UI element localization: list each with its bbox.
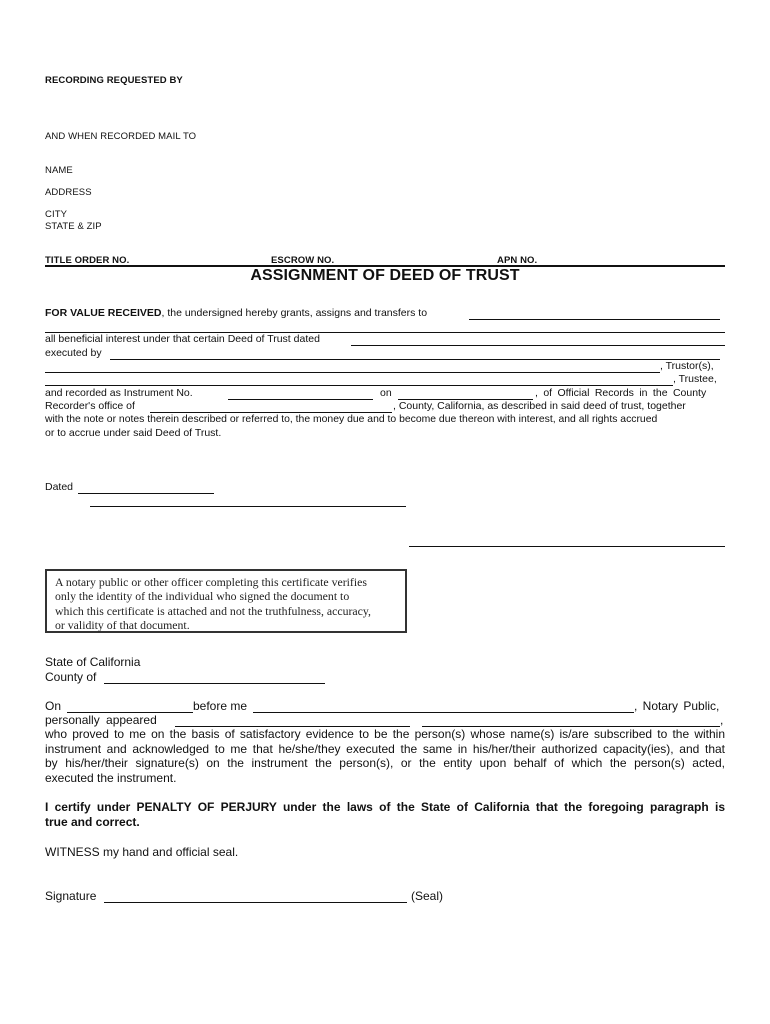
name-label: NAME — [45, 165, 73, 176]
appeared-comma: , — [720, 713, 724, 727]
note-text: with the note or notes therein described or referred to, the money due and to become due thereon with interest, and all rights accrued — [45, 414, 658, 425]
ack-line: who proved to me on the basis of satisfactory evidence to be the person(s) whose name(s) is/are subscribed to the within — [45, 727, 725, 741]
signer-line-1[interactable] — [90, 506, 406, 507]
penalty-line: I certify under PENALTY OF PERJURY under the laws of the State of California that the foregoing paragraph is — [45, 800, 725, 814]
notary-notice-box — [45, 569, 407, 633]
trustor-blank[interactable] — [45, 372, 660, 373]
notary-notice-line: A notary public or other officer completing this certificate verifies — [55, 575, 367, 589]
escrow-label: ESCROW NO. — [271, 255, 335, 266]
county-california: , County, California, as described in said deed of trust, together — [393, 400, 686, 412]
ack-line: instrument and acknowledged to me that he/she/they executed the same in his/her/their authorized capacity(ies), and that — [45, 741, 725, 756]
personally-appeared-label: personally appeared — [45, 713, 157, 727]
signer-line-2[interactable] — [409, 546, 725, 547]
witness-statement: WITNESS my hand and official seal. — [45, 845, 239, 859]
county-of-blank[interactable] — [104, 683, 325, 684]
dated-blank[interactable] — [78, 493, 214, 494]
signature-blank[interactable] — [104, 902, 407, 903]
notary-name-blank[interactable] — [253, 712, 634, 713]
ack-line: by his/her/their signature(s) on the instrument the person(s), or the entity upon behalf of which the person(s) acted, — [45, 756, 725, 771]
title-order-label: TITLE ORDER NO. — [45, 255, 130, 266]
on-date-label: On — [45, 699, 62, 713]
official-records: , of Official Records in the County — [535, 387, 707, 399]
notary-notice-line: or validity of that document. — [55, 618, 190, 633]
dated-label: Dated — [45, 481, 74, 493]
notary-public-label: , Notary Public, — [634, 699, 720, 713]
executed-by-blank[interactable] — [110, 359, 720, 360]
seal-label: (Seal) — [411, 889, 444, 903]
notary-notice-line: which this certificate is attached and not the truthfulness, accuracy, — [55, 603, 371, 618]
apn-label: APN NO. — [497, 255, 538, 266]
state-zip-label: STATE & ZIP — [45, 221, 102, 232]
city-label: CITY — [45, 209, 68, 220]
beneficial-interest: all beneficial interest under that certain Deed of Trust dated — [45, 333, 320, 345]
before-me-label: before me — [193, 699, 248, 713]
document-title: ASSIGNMENT OF DEED OF TRUST — [250, 267, 520, 284]
recording-requested-by: RECORDING REQUESTED BY — [45, 75, 183, 86]
on-label: on — [380, 387, 392, 399]
county-label: County of — [45, 670, 97, 684]
address-label: ADDRESS — [45, 187, 92, 198]
trustors-label: , Trustor(s), — [660, 360, 714, 372]
accrue-text: or to accrue under said Deed of Trust. — [45, 427, 222, 439]
value-received: FOR VALUE RECEIVED — [45, 307, 162, 319]
deed-date-blank[interactable] — [351, 345, 725, 346]
signature-label: Signature — [45, 889, 97, 903]
grants-text: , the undersigned hereby grants, assigns and transfers to — [161, 307, 428, 319]
executed-by: executed by — [45, 347, 102, 359]
state-label: State of California — [45, 655, 141, 669]
notary-notice-line: only the identity of the individual who signed the document to — [55, 589, 350, 604]
acknowledgment-text — [45, 727, 725, 785]
penalty-statement — [45, 800, 725, 829]
penalty-line: true and correct. — [45, 814, 140, 829]
when-recorded-mail-to: AND WHEN RECORDED MAIL TO — [45, 131, 197, 142]
assignment-line-1 — [45, 307, 427, 320]
recorded-as: and recorded as Instrument No. — [45, 387, 193, 399]
instrument-no-blank[interactable] — [228, 399, 373, 400]
recorders-office: Recorder's office of — [45, 400, 135, 412]
trustee-blank[interactable] — [45, 385, 673, 386]
assignee-blank[interactable] — [469, 319, 720, 320]
ack-line: executed the instrument. — [45, 770, 177, 785]
trustee-label: , Trustee, — [673, 373, 717, 385]
